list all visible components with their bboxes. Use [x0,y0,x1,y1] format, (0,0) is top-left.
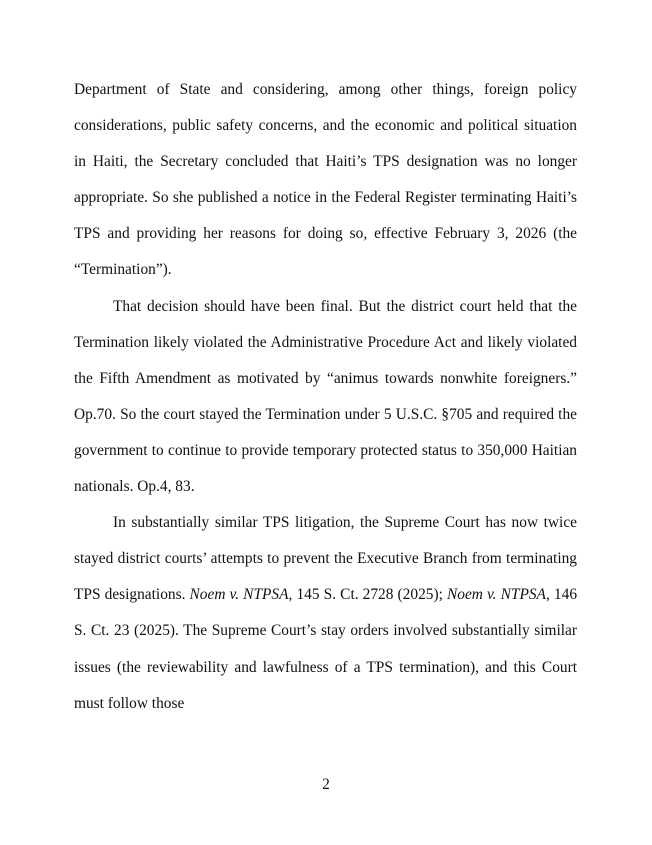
case-citation-noem-2: Noem v. NTPSA [446,586,546,604]
paragraph-district-court [74,289,577,506]
paragraph-supreme-court [74,505,577,722]
page-number: 2 [322,776,330,793]
paragraph-3-text-b: , 145 S. Ct. 2728 (2025); [288,586,447,604]
body-text [74,72,577,722]
paragraph-1-text: Department of State and considering, among other things, foreign policy considerations, public safety concerns, and the economic and political situation in Haiti, the Secretary concluded that Haiti’s TPS designation was no longer appropriate. So she published a notice in the Federal Register terminating Haiti’s TPS and providing her reasons for doing so, effective February 3, 2026 (the “Termination”). [74,81,577,279]
paragraph-continuation [74,72,577,289]
case-citation-noem-1: Noem v. NTPSA [189,586,289,604]
paragraph-3-text-c: , 146 S. Ct. 23 (2025). The Supreme Court’s stay orders involved substantially similar issues (the reviewability and lawfulness of a TPS termination), and this Court must follow those [74,586,578,712]
paragraph-2-text: That decision should have been final. But the district court held that the Termination likely violated the Administrative Procedure Act and likely violated the Fifth Amendment as motivated by “animus towards nonwhite foreigners.” Op.70. So the court stayed the Termination under 5 U.S.C. §705 and required the government to continue to provide temporary protected status to 350,000 Haitian nationals. Op.4, 83. [74,297,577,496]
paragraph-3-text-a: In substantially similar TPS litigation, the Supreme Court has now twice stayed district courts’ attempts to prevent the Executive Branch from terminating TPS designations. [74,514,577,604]
